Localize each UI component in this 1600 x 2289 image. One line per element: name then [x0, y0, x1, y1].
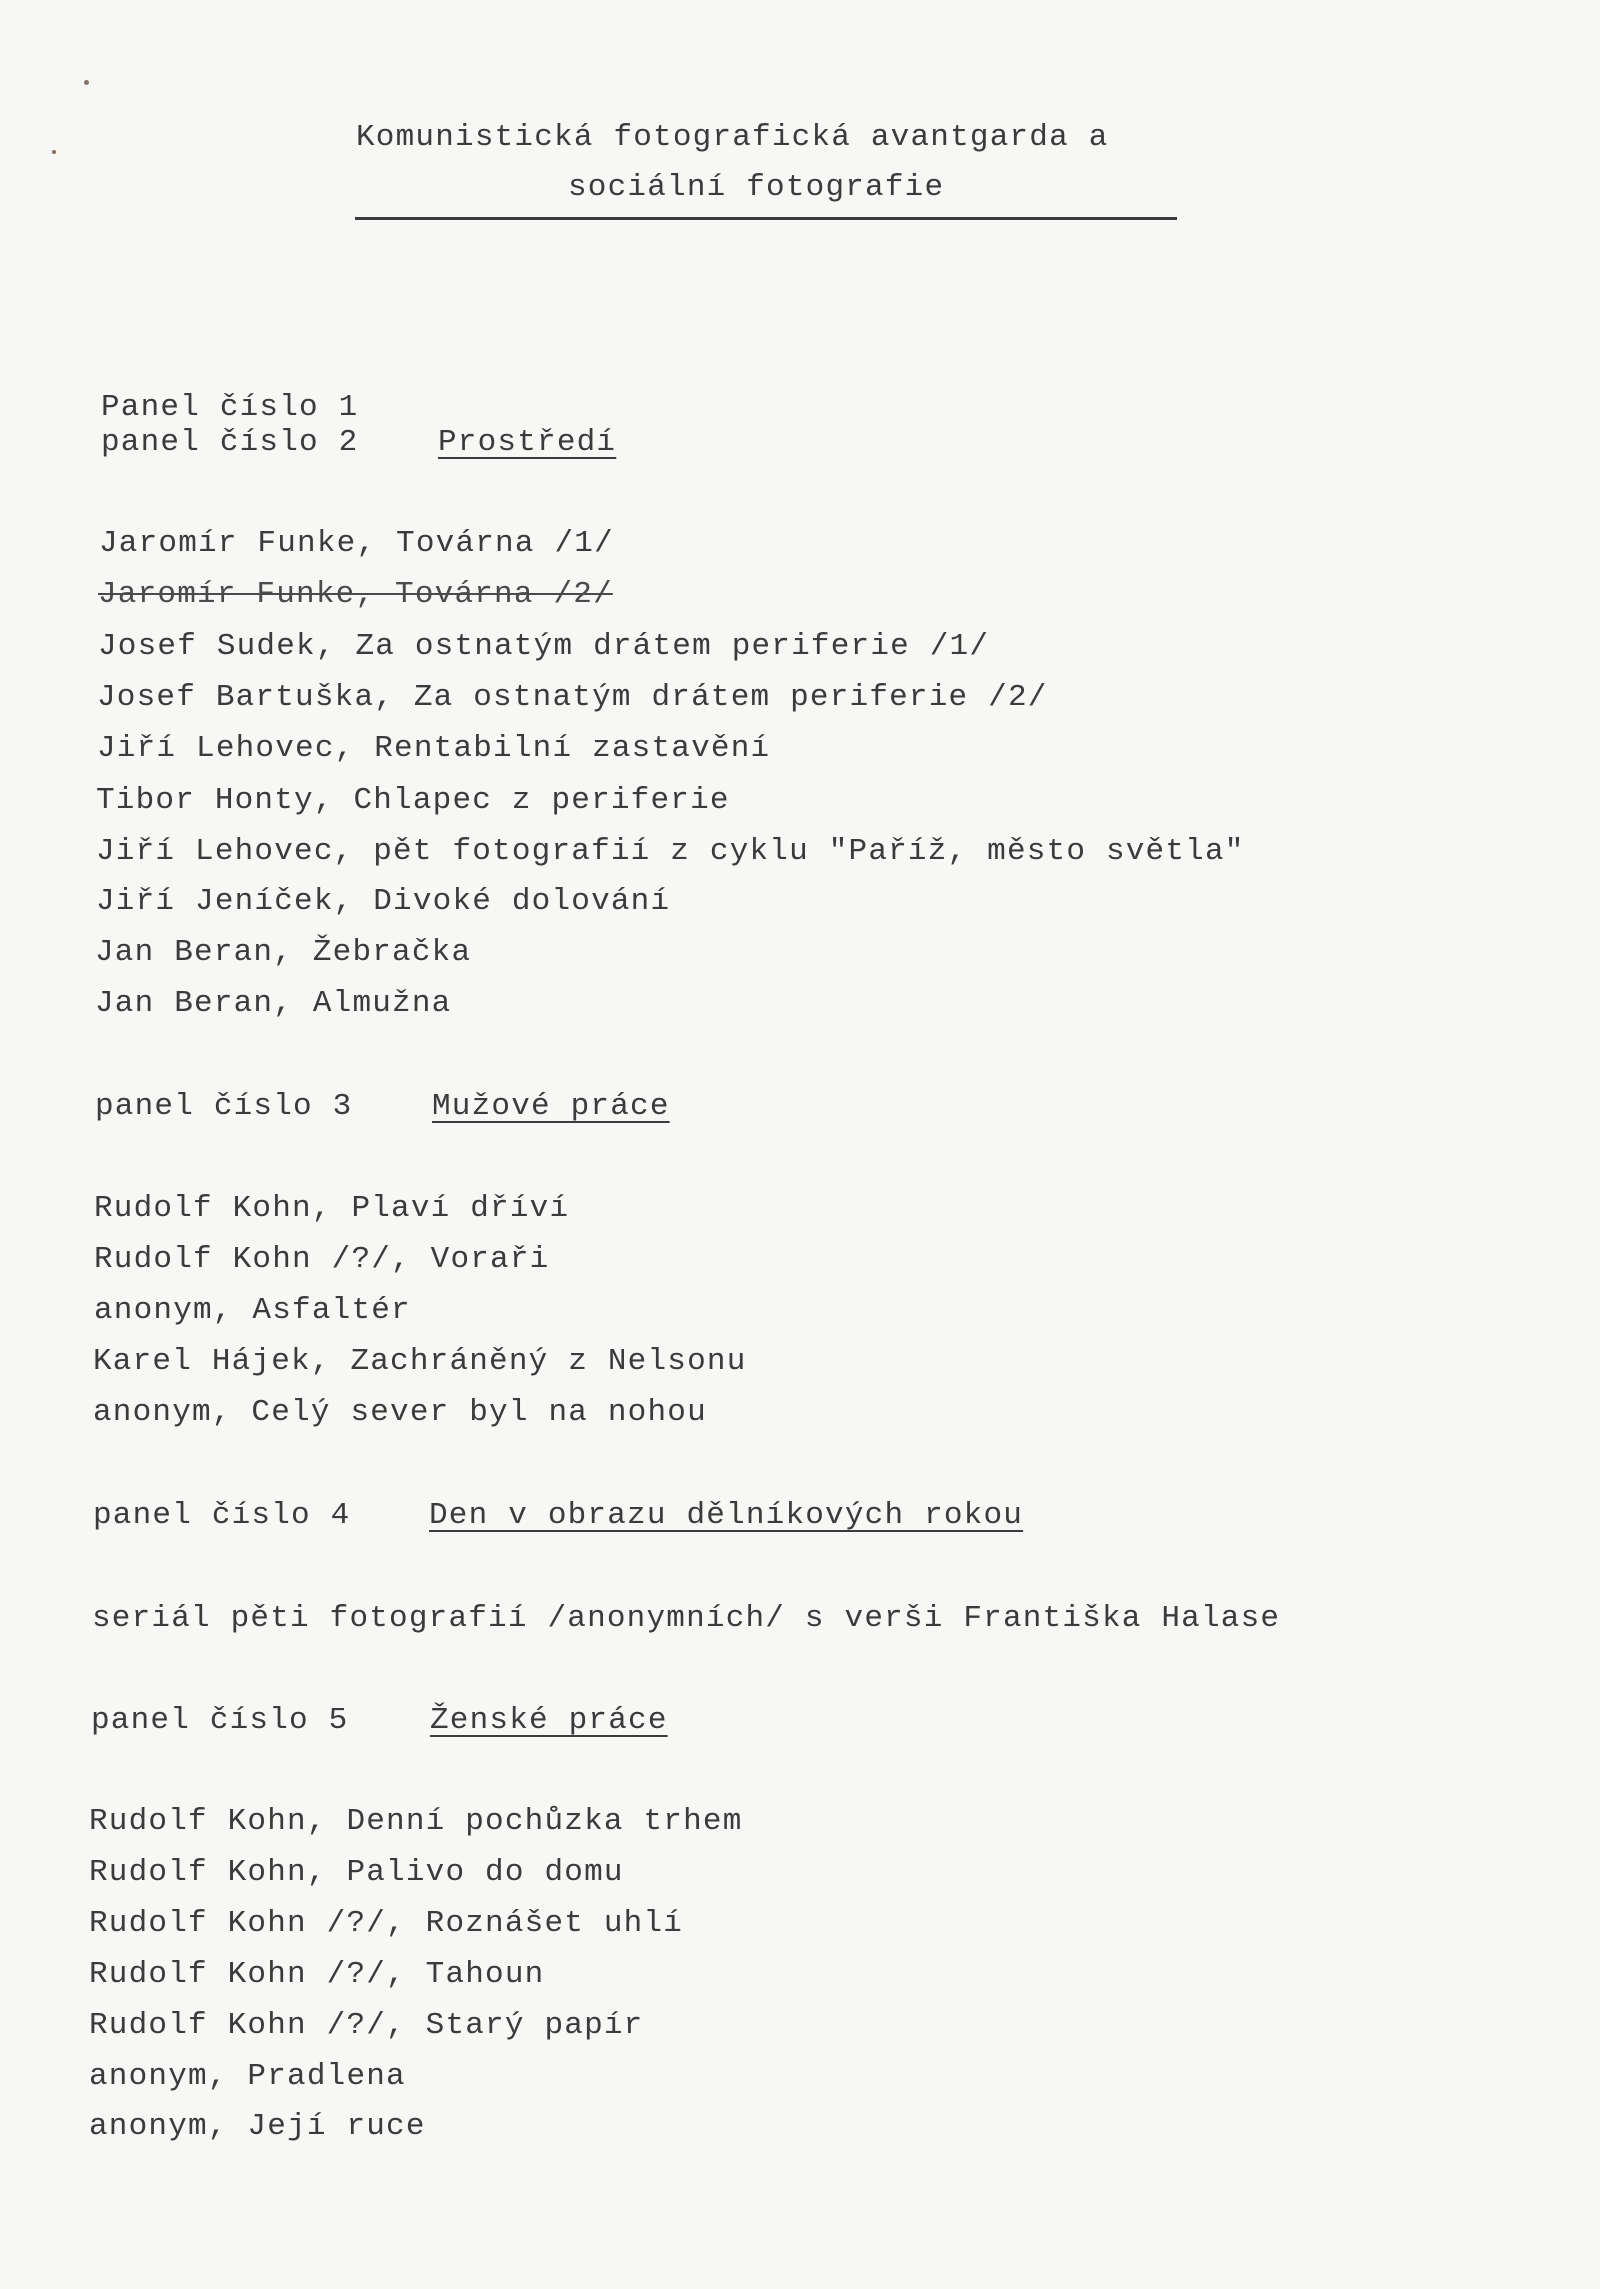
- list-item: Karel Hájek, Zachráněný z Nelsonu: [93, 1344, 747, 1379]
- list-item: Jiří Lehovec, pět fotografií z cyklu "Paříž, město světla": [96, 834, 1245, 869]
- list-item: Jaromír Funke, Továrna /1/: [99, 526, 614, 561]
- list-item: Rudolf Kohn /?/, Roznášet uhlí: [89, 1906, 684, 1941]
- panel-4-heading: Den v obrazu dělníkových rokou: [429, 1498, 1024, 1533]
- list-item: Jan Beran, Žebračka: [95, 935, 472, 970]
- panel-4-note: seriál pěti fotografií /anonymních/ s verši Františka Halase: [92, 1601, 1281, 1636]
- panel-3-label: panel číslo 3: [95, 1089, 353, 1124]
- list-item: Rudolf Kohn, Palivo do domu: [89, 1855, 624, 1890]
- list-item: Rudolf Kohn /?/, Tahoun: [89, 1957, 545, 1992]
- panel-3-heading: Mužové práce: [432, 1089, 670, 1124]
- list-item: Rudolf Kohn /?/, Voraři: [94, 1242, 550, 1277]
- ink-speck: [84, 80, 89, 85]
- ink-speck: [52, 150, 56, 154]
- panel-4-label: panel číslo 4: [93, 1498, 351, 1533]
- panel-2-heading: Prostředí: [438, 425, 617, 460]
- title-line-1: Komunistická fotografická avantgarda a: [356, 120, 1109, 155]
- list-item: anonym, Její ruce: [89, 2109, 426, 2144]
- panel-1-label: Panel číslo 1: [101, 390, 359, 425]
- panel-5-heading: Ženské práce: [430, 1703, 668, 1738]
- list-item: Jiří Jeníček, Divoké dolování: [96, 884, 671, 919]
- list-item: Jan Beran, Almužna: [95, 986, 452, 1021]
- title-underline: [355, 217, 1177, 220]
- list-item: anonym, Pradlena: [89, 2059, 406, 2094]
- list-item: Rudolf Kohn, Plaví dříví: [94, 1191, 570, 1226]
- list-item: Josef Sudek, Za ostnatým drátem periferie /1/: [98, 629, 990, 664]
- list-item: anonym, Celý sever byl na nohou: [93, 1395, 707, 1430]
- list-item: Jiří Lehovec, Rentabilní zastavění: [97, 731, 771, 766]
- list-item: Rudolf Kohn /?/, Starý papír: [89, 2008, 644, 2043]
- title-line-2: sociální fotografie: [568, 170, 945, 205]
- list-item: Tibor Honty, Chlapec z periferie: [96, 783, 730, 818]
- list-item: anonym, Asfaltér: [94, 1293, 411, 1328]
- list-item: Rudolf Kohn, Denní pochůzka trhem: [89, 1804, 743, 1839]
- list-item: Josef Bartuška, Za ostnatým drátem periferie /2/: [97, 680, 1048, 715]
- panel-5-label: panel číslo 5: [91, 1703, 349, 1738]
- list-item-struck: Jaromír Funke, Továrna /2/: [98, 577, 613, 612]
- panel-2-label: panel číslo 2: [101, 425, 359, 460]
